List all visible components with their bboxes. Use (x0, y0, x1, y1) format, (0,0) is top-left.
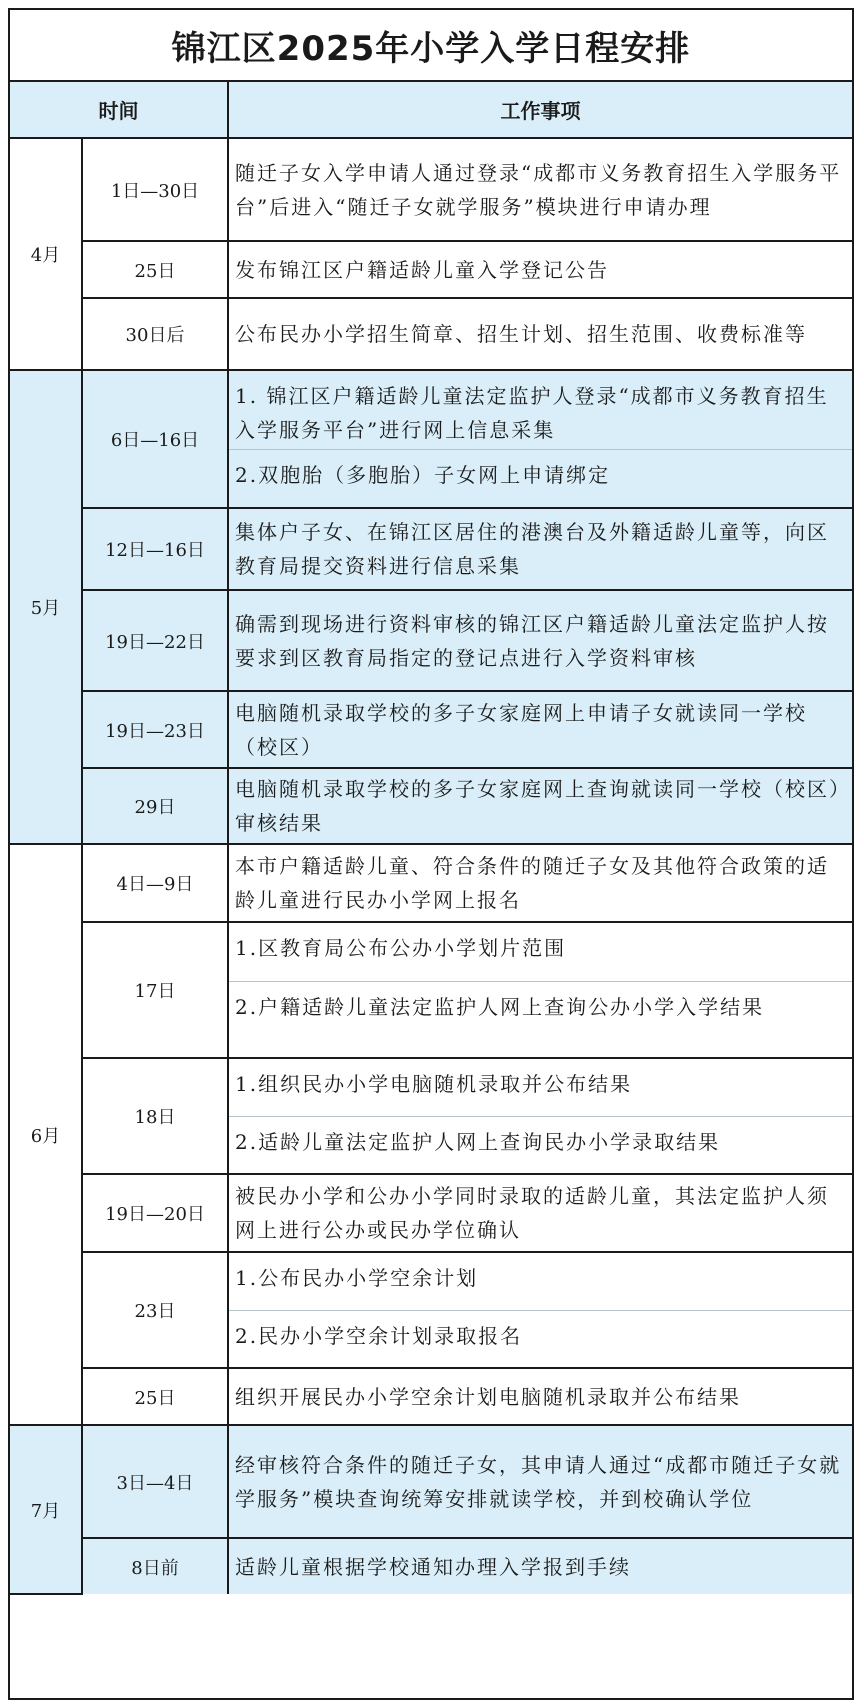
task-item: 2.适龄儿童法定监护人网上查询民办小学录取结果 (229, 1116, 852, 1173)
date-cell: 12日—16日 (82, 508, 228, 590)
table-row (10, 768, 852, 844)
table-row (10, 1425, 852, 1538)
date-cell: 19日—22日 (82, 590, 228, 691)
task-cell: 组织开展民办小学空余计划电脑随机录取并公布结果 (228, 1368, 852, 1425)
date-cell: 30日后 (82, 298, 228, 370)
date-cell: 25日 (82, 241, 228, 298)
date-cell: 29日 (82, 768, 228, 844)
month-july: 7月 (10, 1425, 82, 1594)
header-time: 时间 (10, 82, 228, 138)
month-may: 5月 (10, 370, 82, 844)
task-item: 1.组织民办小学电脑随机录取并公布结果 (235, 1072, 633, 1096)
task-cell: 经审核符合条件的随迁子女，其申请人通过“成都市随迁子女就学服务”模块查询统筹安排就读学校，并到校确认学位 (228, 1425, 852, 1538)
table-row (10, 691, 852, 768)
task-cell: 适龄儿童根据学校通知办理入学报到手续 (228, 1538, 852, 1594)
task-cell: 被民办小学和公办小学同时录取的适龄儿童，其法定监护人须网上进行公办或民办学位确认 (228, 1174, 852, 1252)
table-row (10, 844, 852, 922)
table-row (10, 1058, 852, 1174)
table-row (10, 1538, 852, 1594)
schedule-table (10, 82, 852, 1595)
date-cell: 6日—16日 (82, 370, 228, 508)
task-cell: 公布民办小学招生简章、招生计划、招生范围、收费标准等 (228, 298, 852, 370)
table-row (10, 922, 852, 1058)
task-cell: 本市户籍适龄儿童、符合条件的随迁子女及其他符合政策的适龄儿童进行民办小学网上报名 (228, 844, 852, 922)
table-row (10, 370, 852, 508)
table-row (10, 508, 852, 590)
task-cell (228, 922, 852, 1058)
table-row (10, 1368, 852, 1425)
task-cell: 电脑随机录取学校的多子女家庭网上查询就读同一学校（校区）审核结果 (228, 768, 852, 844)
table-row (10, 241, 852, 298)
table-row (10, 1252, 852, 1368)
document-title: 锦江区2025年小学入学日程安排 (10, 10, 852, 82)
task-cell: 发布锦江区户籍适龄儿童入学登记公告 (228, 241, 852, 298)
date-cell: 19日—20日 (82, 1174, 228, 1252)
schedule-document (8, 8, 854, 1700)
date-cell: 3日—4日 (82, 1425, 228, 1538)
date-cell: 23日 (82, 1252, 228, 1368)
task-item: 2.双胞胎（多胞胎）子女网上申请绑定 (229, 449, 852, 507)
task-cell (228, 370, 852, 508)
header-work: 工作事项 (228, 82, 852, 138)
table-row (10, 138, 852, 241)
task-cell (228, 1058, 852, 1174)
date-cell: 4日—9日 (82, 844, 228, 922)
month-june: 6月 (10, 844, 82, 1425)
task-item: 1.公布民办小学空余计划 (235, 1266, 479, 1290)
task-cell: 电脑随机录取学校的多子女家庭网上申请子女就读同一学校（校区） (228, 691, 852, 768)
date-cell: 19日—23日 (82, 691, 228, 768)
date-cell: 18日 (82, 1058, 228, 1174)
table-header-row (10, 82, 852, 138)
task-item: 2.民办小学空余计划录取报名 (229, 1310, 852, 1367)
task-item: 1.区教育局公布公办小学划片范围 (235, 936, 567, 960)
task-cell: 随迁子女入学申请人通过登录“成都市义务教育招生入学服务平台”后进入“随迁子女就学服务”模块进行申请办理 (228, 138, 852, 241)
task-item: 1. 锦江区户籍适龄儿童法定监护人登录“成都市义务教育招生入学服务平台”进行网上信息采集 (235, 384, 829, 442)
task-cell: 确需到现场进行资料审核的锦江区户籍适龄儿童法定监护人按要求到区教育局指定的登记点进行入学资料审核 (228, 590, 852, 691)
table-row (10, 298, 852, 370)
task-cell: 集体户子女、在锦江区居住的港澳台及外籍适龄儿童等，向区教育局提交资料进行信息采集 (228, 508, 852, 590)
month-april: 4月 (10, 138, 82, 370)
task-cell (228, 1252, 852, 1368)
table-row (10, 1174, 852, 1252)
table-row (10, 590, 852, 691)
date-cell: 8日前 (82, 1538, 228, 1594)
task-item: 2.户籍适龄儿童法定监护人网上查询公办小学入学结果 (229, 981, 852, 1057)
date-cell: 25日 (82, 1368, 228, 1425)
date-cell: 1日—30日 (82, 138, 228, 241)
date-cell: 17日 (82, 922, 228, 1058)
